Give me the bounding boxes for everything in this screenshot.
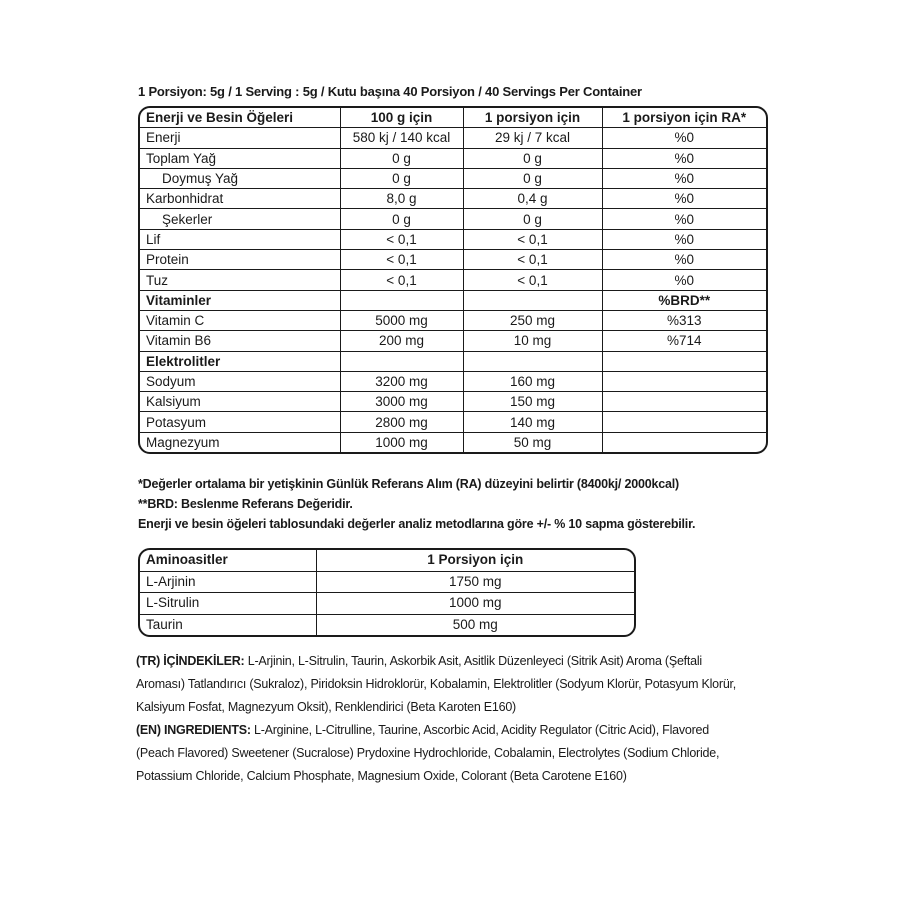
value-per-100g: 580 kj / 140 kcal (340, 128, 463, 148)
amino-name: L-Arjinin (140, 571, 316, 593)
ingredients-tr-label: (TR) İÇİNDEKİLER: (136, 653, 245, 668)
table-row (140, 412, 766, 432)
value-per-serving: 140 mg (463, 412, 602, 432)
value-ra: %0 (602, 168, 766, 188)
nutrient-name: Vitamin B6 (140, 331, 340, 351)
value-per-100g: 5000 mg (340, 310, 463, 330)
table-row (140, 250, 766, 270)
ingredients-en-label: (EN) INGREDIENTS: (136, 722, 251, 737)
value-per-100g: < 0,1 (340, 250, 463, 270)
header-ra: 1 porsiyon için RA* (602, 108, 766, 128)
table-row (140, 270, 766, 290)
table-row (140, 371, 766, 391)
header-per-100g: 100 g için (340, 108, 463, 128)
table-row (140, 571, 634, 593)
footnotes (138, 474, 798, 534)
nutrient-name: Magnezyum (140, 432, 340, 452)
value-per-serving: 50 mg (463, 432, 602, 452)
section-title-vitamins: Vitaminler (140, 290, 340, 310)
empty-cell (602, 432, 766, 452)
table-row (140, 593, 634, 615)
ingredients-tr-text: L-Arjinin, L-Sitrulin, Taurin, Askorbik Asit, Asitlik Düzenleyeci (Sitrik Asit) Aroma (Şeftali Aroması) Tatlandırıcı (Sukraloz), Piridoksin Hidroklorür, Kobalamin, Elektrolitler (Sodyum Klorür, Potasyum Klorür, Kalsiyum Fosfat, Magnezyum Oksit), Renklendirici (Beta Karoten E160) (136, 653, 737, 714)
value-per-serving: 250 mg (463, 310, 602, 330)
empty-cell (602, 371, 766, 391)
nutrient-name: Doymuş Yağ (140, 168, 340, 188)
empty-cell (463, 351, 602, 371)
header-brd: %BRD** (602, 290, 766, 310)
value-ra: %0 (602, 128, 766, 148)
table-row (140, 148, 766, 168)
amino-value: 500 mg (316, 614, 634, 635)
value-per-100g: 1000 mg (340, 432, 463, 452)
nutrition-table (138, 106, 768, 454)
section-row-electrolytes (140, 351, 766, 371)
footnote-tolerance: Enerji ve besin öğeleri tablosundaki değerler analiz metodlarına göre +/- % 10 sapma gösterebilir. (138, 517, 696, 531)
value-brd: %714 (602, 331, 766, 351)
value-per-serving: < 0,1 (463, 250, 602, 270)
empty-cell (340, 351, 463, 371)
value-per-serving: 0 g (463, 148, 602, 168)
value-ra: %0 (602, 209, 766, 229)
table-row (140, 392, 766, 412)
nutrient-name: Tuz (140, 270, 340, 290)
table-row (140, 432, 766, 452)
empty-cell (340, 290, 463, 310)
amino-value: 1750 mg (316, 571, 634, 593)
header-amino-acids: Aminoasitler (140, 550, 316, 571)
amino-acid-table (138, 548, 636, 637)
amino-header-row (140, 550, 634, 571)
value-per-100g: < 0,1 (340, 229, 463, 249)
amino-value: 1000 mg (316, 593, 634, 615)
value-ra: %0 (602, 250, 766, 270)
table-row (140, 229, 766, 249)
section-row-vitamins (140, 290, 766, 310)
value-per-serving: 150 mg (463, 392, 602, 412)
nutrition-header-row (140, 108, 766, 128)
empty-cell (463, 290, 602, 310)
value-per-serving: < 0,1 (463, 270, 602, 290)
value-per-serving: 0 g (463, 168, 602, 188)
value-ra: %0 (602, 229, 766, 249)
header-nutrient: Enerji ve Besin Öğeleri (140, 108, 340, 128)
ingredients-en (136, 718, 738, 787)
empty-cell (602, 351, 766, 371)
footnote-ra: *Değerler ortalama bir yetişkinin Günlük Referans Alım (RA) düzeyini belirtir (8400kj/ 2000kcal) (138, 477, 679, 491)
nutrient-name: Lif (140, 229, 340, 249)
value-per-100g: 2800 mg (340, 412, 463, 432)
value-ra: %0 (602, 189, 766, 209)
value-per-serving: 0,4 g (463, 189, 602, 209)
value-per-serving: 29 kj / 7 kcal (463, 128, 602, 148)
nutrient-name: Potasyum (140, 412, 340, 432)
table-row (140, 209, 766, 229)
nutrient-name: Protein (140, 250, 340, 270)
amino-name: Taurin (140, 614, 316, 635)
empty-cell (602, 412, 766, 432)
nutrient-name: Sodyum (140, 371, 340, 391)
value-per-100g: 0 g (340, 148, 463, 168)
value-per-serving: 160 mg (463, 371, 602, 391)
value-brd: %313 (602, 310, 766, 330)
table-row (140, 614, 634, 635)
value-per-100g: 200 mg (340, 331, 463, 351)
header-per-serving: 1 Porsiyon için (316, 550, 634, 571)
section-title-electrolytes: Elektrolitler (140, 351, 340, 371)
value-ra: %0 (602, 148, 766, 168)
table-row (140, 189, 766, 209)
nutrient-name: Enerji (140, 128, 340, 148)
value-per-100g: < 0,1 (340, 270, 463, 290)
value-per-100g: 0 g (340, 209, 463, 229)
table-row (140, 331, 766, 351)
ingredients-en-text: L-Arginine, L-Citrulline, Taurine, Ascorbic Acid, Acidity Regulator (Citric Acid), Flavored (Peach Flavored) Sweetener (Sucralose) Prydoxine Hydrochloride, Cobalamin, Electrolytes (Sodium Chloride, Potassium Chloride, Calcium Phosphate, Magnesium Oxide, Colorant (Beta Carotene E160) (136, 722, 720, 783)
table-row (140, 128, 766, 148)
value-per-100g: 0 g (340, 168, 463, 188)
value-per-serving: 0 g (463, 209, 602, 229)
value-per-serving: < 0,1 (463, 229, 602, 249)
empty-cell (602, 392, 766, 412)
amino-name: L-Sitrulin (140, 593, 316, 615)
table-row (140, 168, 766, 188)
nutrient-name: Toplam Yağ (140, 148, 340, 168)
value-per-serving: 10 mg (463, 331, 602, 351)
value-ra: %0 (602, 270, 766, 290)
value-per-100g: 3000 mg (340, 392, 463, 412)
header-per-serving: 1 porsiyon için (463, 108, 602, 128)
nutrient-name: Şekerler (140, 209, 340, 229)
footnote-brd: **BRD: Beslenme Referans Değeridir. (138, 497, 353, 511)
table-row (140, 310, 766, 330)
value-per-100g: 3200 mg (340, 371, 463, 391)
nutrient-name: Kalsiyum (140, 392, 340, 412)
serving-info: 1 Porsiyon: 5g / 1 Serving : 5g / Kutu başına 40 Porsiyon / 40 Servings Per Container (138, 84, 642, 99)
ingredients-tr (136, 649, 738, 718)
ingredients-section (136, 649, 738, 787)
value-per-100g: 8,0 g (340, 189, 463, 209)
nutrient-name: Vitamin C (140, 310, 340, 330)
nutrient-name: Karbonhidrat (140, 189, 340, 209)
